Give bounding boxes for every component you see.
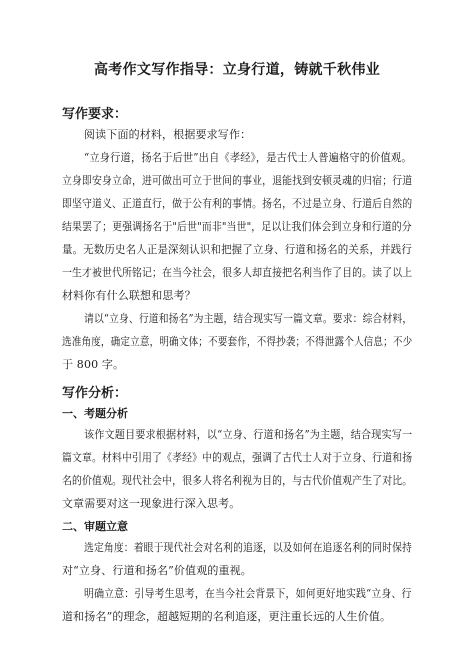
analysis-line: 名的价值观。现代社会中，很多人将名利视为目的，与古代价值观产生了对比。	[62, 474, 413, 487]
analysis-line: 选定角度：着眼于现代社会对名利的追逐，以及如何在追逐名利的同时保持	[84, 541, 412, 554]
analysis-line: 该作文题目要求根据材料，以“立身、行道和扬名”为主题，结合现实写一	[84, 428, 413, 441]
section-heading: 二、审题立意	[62, 520, 128, 533]
requirements-line: 即坚守道义、正道直行，做于公有利的事情。扬名，不过是立身、行道后自然的	[62, 197, 413, 210]
analysis-line: 明确立意：引导考生思考，在当今社会背景下，如何更好地实践“立身、行	[84, 587, 412, 600]
requirements-heading: 写作要求：	[62, 107, 128, 122]
document-title: 高考作文写作指导：立身行道，铸就千秋伟业	[94, 62, 380, 78]
section-heading: 一、考题分析	[62, 407, 128, 420]
analysis-line: 对“立身、行道和扬名”价值观的重视。	[62, 564, 252, 577]
requirements-line: 材料你有什么联想和思考？	[62, 289, 196, 302]
analysis-line: 文章需要对这一现象进行深入思考。	[62, 497, 241, 510]
analysis-line: 道和扬名”的理念，超越短期的名利追逐，更注重长远的人生价值。	[62, 610, 392, 623]
requirements-line: 量。无数历史名人正是深刻认识和把握了立身、行道和扬名的关系，并践行	[62, 243, 412, 256]
analysis-heading: 写作分析：	[62, 386, 128, 401]
requirements-line: 请以“立身、行道和扬名”为主题，结合现实写一篇文章。要求：综合材料，	[84, 312, 413, 325]
requirements-line: 于 800 字。	[62, 358, 125, 371]
requirements-line: 选准角度，确定立意，明确文体；不要套作，不得抄袭；不得泄露个人信息；不少	[62, 335, 413, 348]
requirements-line: 阅读下面的材料，根据要求写作：	[84, 128, 252, 141]
requirements-line: 立身即安身立命，进可做出可立于世间的事业，退能找到安顿灵魂的归宿；行道	[62, 174, 413, 187]
requirements-line: “立身行道，扬名于后世”出自《孝经》，是古代士人普遍格守的价值观。	[84, 151, 412, 164]
analysis-line: 篇文章。材料中引用了《孝经》中的观点，强调了古代士人对于立身、行道和扬	[62, 451, 413, 464]
requirements-line: 一生才被世代所铭记；在当今社会，很多人却直接把名利当作了目的。读了以上	[62, 266, 413, 279]
requirements-line: 结果罢了；更强调扬名于"后世"而非"当世"，足以让我们体会到立身和行道的分	[62, 220, 412, 233]
